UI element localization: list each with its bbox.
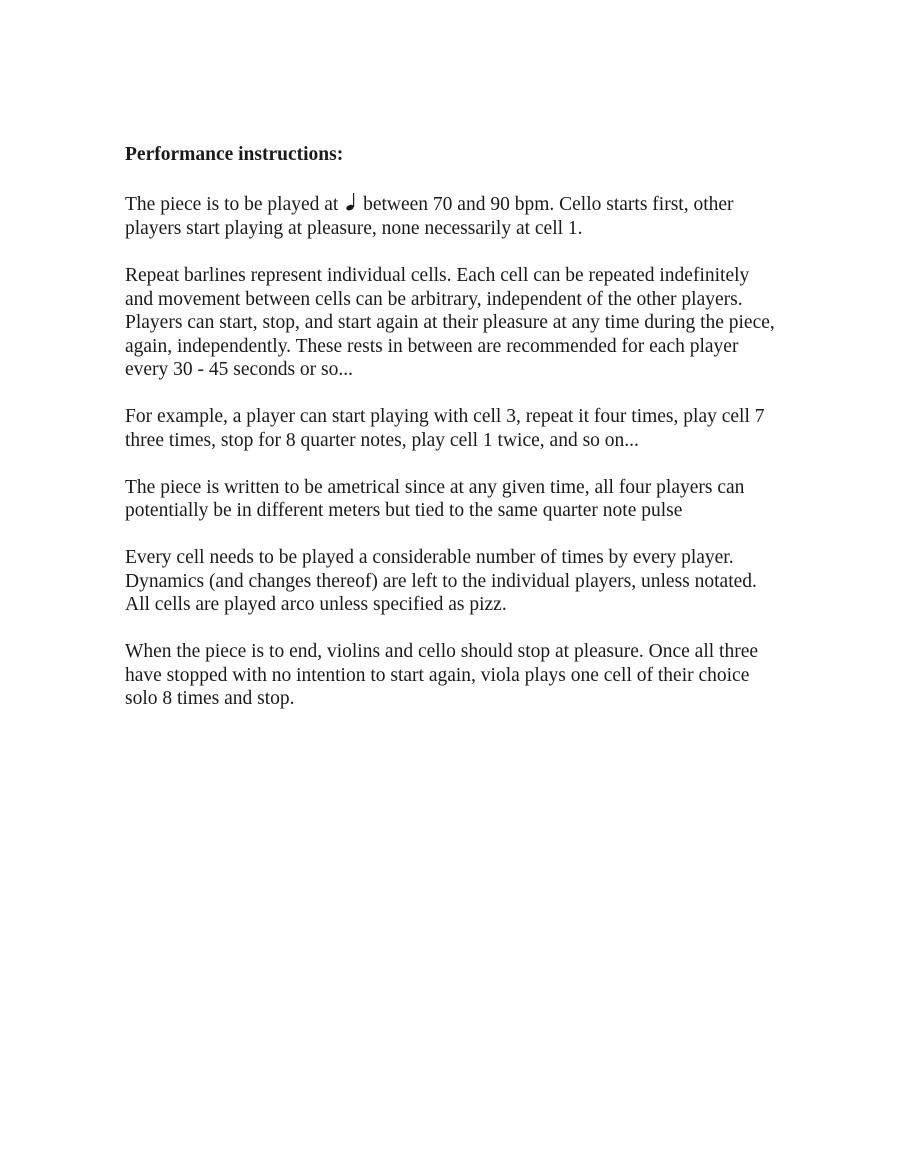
paragraph-line xyxy=(125,192,825,217)
ending-paragraph xyxy=(125,640,825,711)
paragraph-line: three times, stop for 8 quarter notes, play cell 1 twice, and so on... xyxy=(125,429,639,451)
paragraph-line: again, independently. These rests in between are recommended for each player xyxy=(125,335,739,357)
paragraph-line: The piece is written to be ametrical since at any given time, all four players can xyxy=(125,476,745,498)
paragraph-line: potentially be in different meters but tied to the same quarter note pulse xyxy=(125,500,683,521)
document-page xyxy=(125,143,825,734)
example-paragraph xyxy=(125,405,825,452)
paragraph-line: For example, a player can start playing with cell 3, repeat it four times, play cell 7 xyxy=(125,406,765,427)
cells-paragraph xyxy=(125,264,825,382)
paragraph-line: Repeat barlines represent individual cells. Each cell can be repeated indefinitely xyxy=(125,265,750,286)
paragraph-line: every 30 - 45 seconds or so... xyxy=(125,359,353,380)
quarter-note-icon xyxy=(344,192,356,212)
tempo-paragraph xyxy=(125,192,825,241)
paragraph-line: All cells are played arco unless specified as pizz. xyxy=(125,594,507,615)
paragraph-line: When the piece is to end, violins and cello should stop at pleasure. Once all three xyxy=(125,641,759,662)
paragraph-line: Dynamics (and changes thereof) are left to the individual players, unless notated. xyxy=(125,570,757,592)
line-text: between 70 and 90 bpm. Cello starts first, other xyxy=(363,194,734,215)
ametrical-paragraph xyxy=(125,476,825,523)
paragraph-line: Every cell needs to be played a considerable number of times by every player. xyxy=(125,547,734,568)
paragraph-line: solo 8 times and stop. xyxy=(125,688,295,709)
paragraph-line: have stopped with no intention to start again, viola plays one cell of their choice xyxy=(125,664,750,686)
paragraph-line: Players can start, stop, and start again at their pleasure at any time during the piece, xyxy=(125,312,775,333)
line-text: The piece is to be played at xyxy=(125,194,339,215)
paragraph-line: and movement between cells can be arbitrary, independent of the other players. xyxy=(125,288,743,310)
dynamics-paragraph xyxy=(125,546,825,617)
paragraph-line: players start playing at pleasure, none necessarily at cell 1. xyxy=(125,218,583,239)
page-title: Performance instructions: xyxy=(125,144,344,165)
